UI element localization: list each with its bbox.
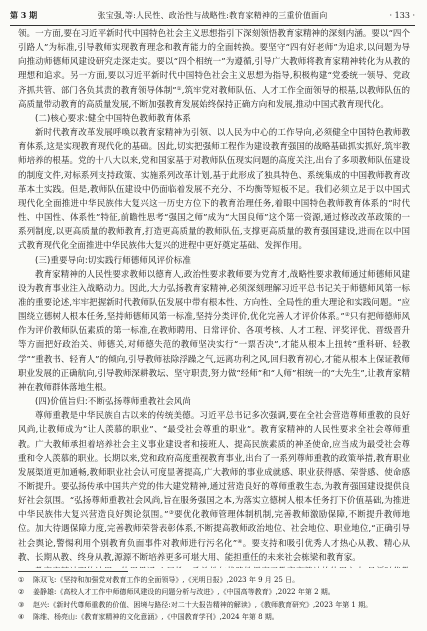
section-heading-4: (四)价值旨归:不断弘扬尊师重教社会风尚 (35, 397, 191, 408)
footnotes (18, 574, 410, 623)
article-body (18, 27, 410, 568)
paragraph (18, 565, 410, 568)
footnote-ref: ② (344, 312, 350, 319)
footnote (18, 599, 410, 611)
section-heading-3: (三)重要导向:切实践行师德师风评价标准 (35, 255, 191, 266)
issue-number: 第 3 期 (10, 10, 38, 20)
paragraph-text: 教育家精神的人民性要求教师以德育人,政治性要求教师要为党育才,战略性要求教师通过师德师风建设为教育事业注入战略动力。因此,大力弘扬教育家精神,必须深刻理解习近平总书记关于师德师风第一标准的重要论述,牢牢把握新时代教师队伍发展中带有根本性、方向性、全局性的重大理论和实践问题。“应围绕立德树人根本任务,坚持师德师风第一标准,坚持分类评价,优化完善人才评价体系。” (18, 269, 410, 323)
footnote-ref: ③ (168, 510, 175, 517)
section-heading-2: (二)核心要求:健全中国特色教师教育体系 (35, 113, 191, 124)
running-header (10, 8, 415, 23)
footnote-divider (18, 571, 128, 572)
paragraph-continued (18, 27, 410, 112)
paragraph (18, 268, 410, 395)
footnote-ref: ① (176, 85, 182, 92)
page-number: · 133 · (389, 11, 415, 20)
header-divider (10, 25, 415, 26)
footnote (18, 586, 410, 598)
paragraph (18, 409, 410, 565)
footnote-mark: ④ (18, 612, 25, 621)
footnote-mark: ③ (18, 600, 25, 609)
paragraph-text: 领。一方面,要在习近平新时代中国特色社会主义思想指引下深刻领悟教育家精神的深刻内涵。要以“四个引路人”为标准,引导教师实现教育理念和教育能力的全面转换。要坚守“四有好老师”为追求,以问题为导向推动师德师风建设研究走深走实。要以“四个相统一”为遵循,引导广大教师将教育家精神转化为从教的理想和追求。另一方面,要以习近平新时代中国特色社会主义思想为指导,积极构建“党委统一领导、党政齐抓共管、部门各负其责的教育领导体制” (18, 29, 410, 96)
paragraph-text: 只有把师德师风作为评价教师队伍素质的第一标准,在教师聘用、日常评价、各项考核、人才工程、评奖评优、晋级晋升等方面把好政治关、师德关,对师德失范的教师坚决实行“一票否决”,才能从根本上扭转“重科研、轻教学”“重教书、轻育人”的倾向,引导教师祛除浮躁之气,远离功利之风,回归教育初心,才能从根本上保证教师职业发展的正确航向,引导教师深耕教坛、坚守职责,努力做“经师”和“人师”相统一的“大先生”,让教育家精神在教师群体落地生根。 (18, 312, 410, 393)
footnote-text: 陈双飞:《坚持和加强党对教育工作的全面领导》,《光明日报》,2023 年 9 月 25 日。 (33, 576, 300, 584)
paragraph-text: 。要支持和吸引优秀人才热心从教、精心从教、长期从教、终身从教,源源不断培养更多可堪大用、能担重任的未来社会栋梁和教育家。 (18, 538, 410, 563)
footnote (18, 611, 410, 623)
footnote-mark: ② (18, 588, 25, 597)
paragraph: 新时代教育改革发展呼唤以教育家精神为引领、以人民为中心的工作导向,必须健全中国特色教师教育体系,这是实现教育现代化的基础。因此,切实把强师工程作为建设教育强国的战略基础抓实抓好,筑牢教师培养的根基。党的十八大以来,党和国家基于对教师队伍现实问题的高度关注,出台了多项教师队伍建设的制度文件,对标系列支持政策、实施系列改革计划,基于此形成了独具特色、系统集成的中国教师教育改革本土实践。但是,教师队伍建设中仍面临着发展不充分、不均衡等短板不足。我们必须立足于以中国式现代化全面推进中华民族伟大复兴这一历史方位下的教育治理任务,着眼中国特色教师教育体系的“时代性、中国性、体系性”特征,前瞻性思考“强国之师”成为“大国良师”这个第一资源,通过修改改革政策的一系列制度,以更高质量的教师教育,打造更高质量的教师队伍,支撑更高质量的教育强国建设,进而在以中国式教育现代化全面推进中华民族伟大复兴的进程中更好奠定基础、发挥作用。 (18, 128, 410, 252)
paragraph-text: 尊师重教是中华民族自古以来的传统美德。习近平总书记多次强调,要在全社会营造尊师重教的良好风尚,让教师成为“让人羡慕的职业”、“最受社会尊重的职业”。教育家精神的人民性要求全社会尊师重教。广大教师承担着培养社会主义事业建设者和接班人、提高民族素质的神圣使命,应当成为最受社会尊重和令人羡慕的职业。长期以来,党和政府高度重视教育事业,出台了一系列尊师重教的政策举措,教育职业发展渠道更加通畅,教师职业社会认可度显著提高,广大教师的事业成就感、职业获得感、荣誉感、使命感不断提升。要弘扬传承中国共产党的伟大建党精神,通过营造良好的尊师重教生态,为教育强国建设提供良好社会氛围。“弘扬尊师重教社会风尚,旨在服务强国之本,为落实立德树人根本任务打下价值基础,为推进中华民族伟大复兴营造良好舆论氛围。” (18, 411, 410, 521)
footnote-mark: ① (18, 576, 25, 584)
footnote-text: 姜静雄:《高校人才工作中师德师风建设的问题分析与改进》,《中国高等教育》,2022 年第 2 期。 (33, 588, 335, 597)
paragraph-text: ,筑牢党对教师队伍、人才工作全面领导的根基,以教师队伍的高质量带动教育的高质量发展,不断加强教育发展始终保持正确方向和发展,推动中国式教育现代化。 (18, 85, 410, 110)
paragraph-text: 要优化教师管理体制机制,完善教师激励保障,不断提升教师地位。加大待遇保障力度,完善教师荣誉表彰体系,不断提高教师政治地位、社会地位、职业地位,“正确引导社会舆论,警惕利用个别教育负面事件对教师进行污名化” (18, 510, 410, 549)
footnote-ref: ④ (237, 538, 243, 545)
footnote (18, 574, 410, 586)
footnote-text: 赵兴:《新时代尊师重教的价值、困境与路径:对二十大报告精神的解读》,《教师教育研究》,2023 年第 1 期。 (33, 600, 373, 609)
running-title: 张宝强,等:人民性、政治性与战略性:教育家精神的三重价值面向 (97, 11, 328, 20)
footnote-text: 陈维、杨亮山:《教育家精神的文化意涵》,《中国教育学刊》,2024 年第 8 期。 (33, 612, 279, 621)
